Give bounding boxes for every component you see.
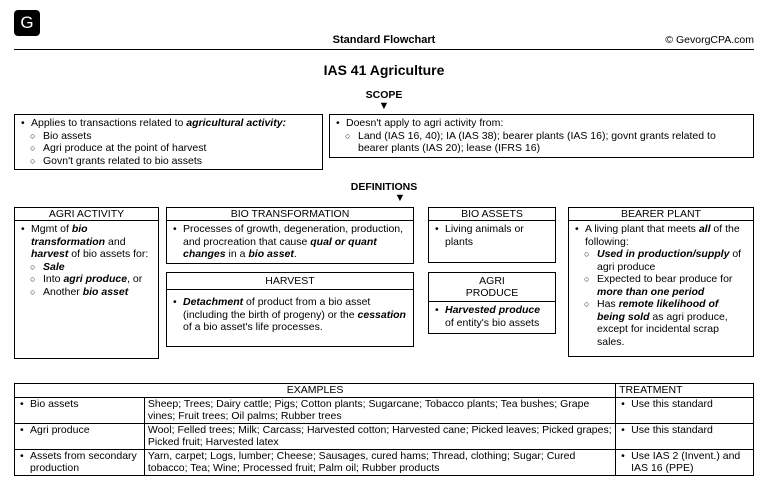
- agri-activity-definition: • Mgmt of bio transformation and harvest of bio assets for:: [19, 223, 154, 261]
- scope-applies-box: [14, 114, 323, 170]
- scope-applies-lead: • Applies to transactions related to agricultural activity:: [19, 117, 318, 130]
- scope-applies-item: ○ Bio assets: [19, 130, 318, 143]
- examples-header: EXAMPLES: [15, 384, 616, 398]
- bearer-plant-title: BEARER PLANT: [569, 208, 753, 221]
- agri-activity-item: ○ Another bio asset: [19, 286, 154, 299]
- table-row: [15, 449, 754, 475]
- agri-produce-box: [428, 272, 556, 334]
- row-category: • Bio assets: [15, 397, 145, 423]
- bio-transformation-definition: • Processes of growth, degeneration, production, and procreation that cause qual or quant changes in a bio asset.: [171, 223, 409, 261]
- agri-activity-title: AGRI ACTIVITY: [15, 208, 158, 221]
- definitions-label: DEFINITIONS: [350, 181, 418, 193]
- scope-excludes-item: ○ Land (IAS 16, 40); IA (IAS 38); bearer plants (IAS 16); govnt grants related to bearer plants (IAS 20); lease (IFRS 16): [334, 130, 749, 155]
- harvest-definition: • Detachment of product from a bio asset (including the birth of progeny) or the cessation of a bio asset's life processes.: [171, 296, 409, 334]
- treatment-header: TREATMENT: [616, 384, 754, 398]
- bio-assets-box: [428, 207, 556, 263]
- logo-icon: G: [14, 10, 40, 36]
- row-examples: Yarn, carpet; Logs, lumber; Cheese; Sausages, cured hams; Thread, clothing; Sugar; Cured tobacco; Tea; Wine; Processed fruit; Palm oil; Rubber products: [144, 449, 615, 475]
- row-category: • Agri produce: [15, 423, 145, 449]
- table-row: [15, 423, 754, 449]
- bearer-plant-definition: • A living plant that meets all of the following:: [573, 223, 749, 248]
- harvest-title: HARVEST: [167, 273, 413, 290]
- bio-assets-definition: • Living animals or plants: [433, 223, 551, 248]
- examples-table: [14, 383, 754, 476]
- agri-activity-box: [14, 207, 159, 359]
- bio-transformation-title: BIO TRANSFORMATION: [167, 208, 413, 221]
- page-header-title: Standard Flowchart: [332, 34, 436, 46]
- bio-transformation-box: [166, 207, 414, 264]
- scope-arrow-icon: ▼: [378, 100, 390, 112]
- agri-activity-item: ○ Sale: [19, 261, 154, 274]
- scope-applies-item: ○ Govn't grants related to bio assets: [19, 155, 318, 168]
- agri-produce-title: [429, 273, 555, 302]
- scope-applies-item: ○ Agri produce at the point of harvest: [19, 142, 318, 155]
- row-category: • Assets from secondary production: [15, 449, 145, 475]
- bio-assets-title: BIO ASSETS: [429, 208, 555, 221]
- bearer-plant-criterion: ○ Expected to bear produce for more than one period: [573, 273, 749, 298]
- agri-activity-item: ○ Into agri produce, or: [19, 273, 154, 286]
- header-divider: [14, 49, 754, 50]
- site-credit: © GevorgCPA.com: [665, 34, 754, 46]
- bearer-plant-criterion: ○ Has remote likelihood of being sold as agri produce, except for incidental scrap sales.: [573, 298, 749, 348]
- page-title: IAS 41 Agriculture: [323, 62, 445, 78]
- bearer-plant-box: [568, 207, 754, 357]
- definitions-arrow-icon: ▼: [394, 192, 406, 204]
- scope-label: SCOPE: [365, 89, 403, 101]
- row-examples: Wool; Felled trees; Milk; Carcass; Harvested cotton; Harvested cane; Picked leaves; Picked grapes; Picked fruit; Harvested latex: [144, 423, 615, 449]
- row-treatment: • Use this standard: [616, 397, 754, 423]
- table-row: [15, 397, 754, 423]
- row-treatment: • Use IAS 2 (Invent.) and IAS 16 (PPE): [616, 449, 754, 475]
- harvest-box: [166, 272, 414, 347]
- examples-header-row: [15, 384, 754, 398]
- agri-produce-definition: • Harvested produce of entity's bio assets: [433, 304, 551, 329]
- row-treatment: • Use this standard: [616, 423, 754, 449]
- row-examples: Sheep; Trees; Dairy cattle; Pigs; Cotton plants; Sugarcane; Tobacco plants; Tea bushes; Grape vines; Fruit trees; Oil palms; Rubber trees: [144, 397, 615, 423]
- agri-produce-title-line1: AGRI: [479, 275, 505, 287]
- agri-produce-title-line2: PRODUCE: [465, 287, 519, 299]
- scope-excludes-box: [329, 114, 754, 158]
- bearer-plant-criterion: ○ Used in production/supply of agri produce: [573, 248, 749, 273]
- scope-excludes-lead: • Doesn't apply to agri activity from:: [334, 117, 749, 130]
